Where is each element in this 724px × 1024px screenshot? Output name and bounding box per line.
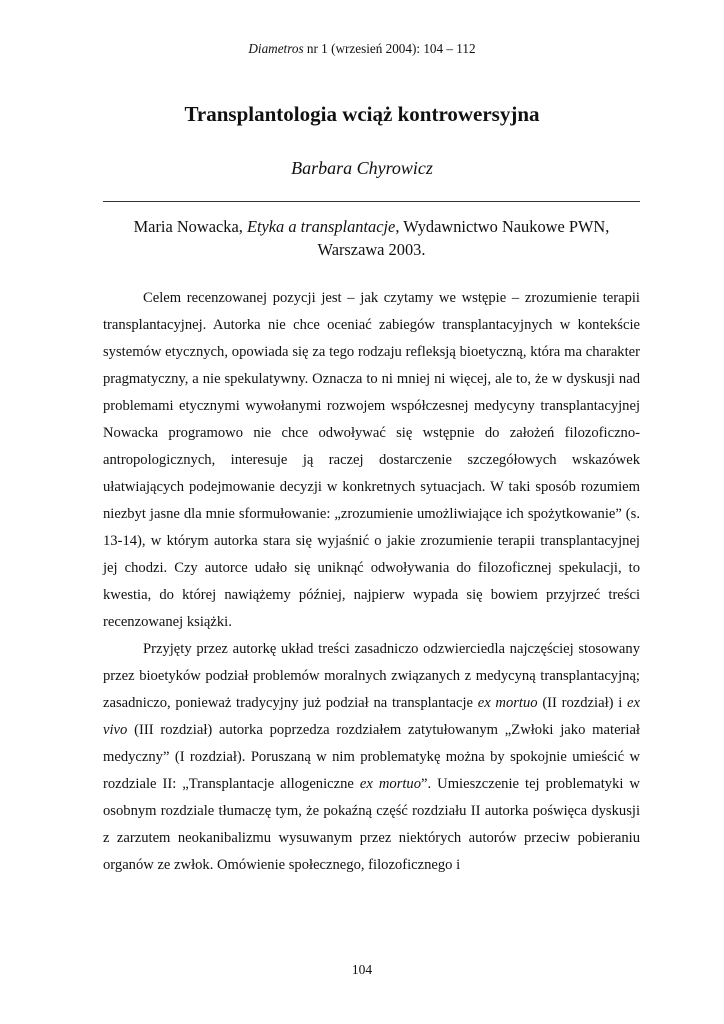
latin-term: ex mortuo — [477, 695, 538, 711]
paragraph-2-text: Przyjęty przez autorkę układ treści zasadniczo odzwierciedla najczęściej stosowany przez bioetyków podział problemów moralnych związanych z medycyną transplantacyjną; zasadniczo, ponieważ tradycyjny już podział na transplantacje — [103, 641, 640, 711]
article-author: Barbara Chyrowicz — [291, 158, 433, 178]
citation-place-year: Warszawa 2003. — [317, 240, 426, 259]
paragraph-1: Celem recenzowanej pozycji jest – jak czytamy we wstępie – zrozumienie terapii transplantacyjnej. Autorka nie chce oceniać zabiegów transplantacyjnych w kontekście systemów etycznych, opowiada się za tego rodzaju refleksją bioetyczną, która ma charakter pragmatyczny, a nie spekulatywny. Oznacza to ni mniej ni więcej, ale to, że w dyskusji nad problemami etycznymi wywołanymi rozwojem współczesnej medycyny transplantacyjnej Nowacka programowo nie chce odwoływać się wstępnie do założeń filozoficzno-antropologicznych, interesuje ją raczej dostarczenie szczegółowych wskazówek ułatwiających podejmowanie decyzji w konkretnych sytuacjach. W taki sposób rozumiem niezbyt jasne dla mnie sformułowanie: „zrozumienie umożliwiające ich spożytkowanie” (s. 13-14), w którym autorka stara się wyjaśnić o jakie zrozumienie terapii transplantacyjnej jej chodzi. Czy autorce udało się uniknąć odwoływania do filozoficznej spekulacji, to kwestia, do której nawiążemy później, najpierw wypada się bowiem przyjrzeć treści recenzowanej książki. — [103, 290, 640, 630]
latin-term: ex mortuo — [359, 776, 422, 792]
paragraph-2-text: (III rozdział) autorka poprzedza rozdziałem zatytułowanym „Zwłoki jako materiał medyczny” (I rozdział). Poruszaną w nim problematykę można by spokojnie umieścić w rozdziale II: „Transplantacje allogeniczne — [103, 722, 640, 792]
citation-publisher: , Wydawnictwo Naukowe PWN, — [395, 217, 610, 236]
paragraph-2-text: (II rozdział) i — [537, 695, 628, 711]
article-body — [103, 285, 640, 879]
paragraph-2 — [103, 636, 640, 879]
header-divider — [103, 201, 640, 202]
page-number: 104 — [351, 962, 373, 977]
latin-term: ex vivo — [103, 695, 640, 738]
journal-name: Diametros — [248, 41, 304, 56]
paragraph-2-text: ”. Umieszczenie tej problematyki w osobnym rozdziale tłumaczę tym, że pokaźną część rozdziału II autorka poświęca dyskusji z zarzutem neokanibalizmu wysuwanym przez niektórych autorów przeciw pobieraniu organów ze zwłok. Omówienie społecznego, filozoficznego i — [103, 776, 640, 873]
article-title: Transplantologia wciąż kontrowersyjna — [184, 102, 540, 126]
book-citation — [103, 215, 640, 261]
issue-info: nr 1 (wrzesień 2004): 104 – 112 — [303, 41, 476, 56]
citation-author: Maria Nowacka, — [133, 217, 247, 236]
citation-book-title: Etyka a transplantacje — [246, 217, 396, 236]
running-header — [0, 40, 724, 58]
